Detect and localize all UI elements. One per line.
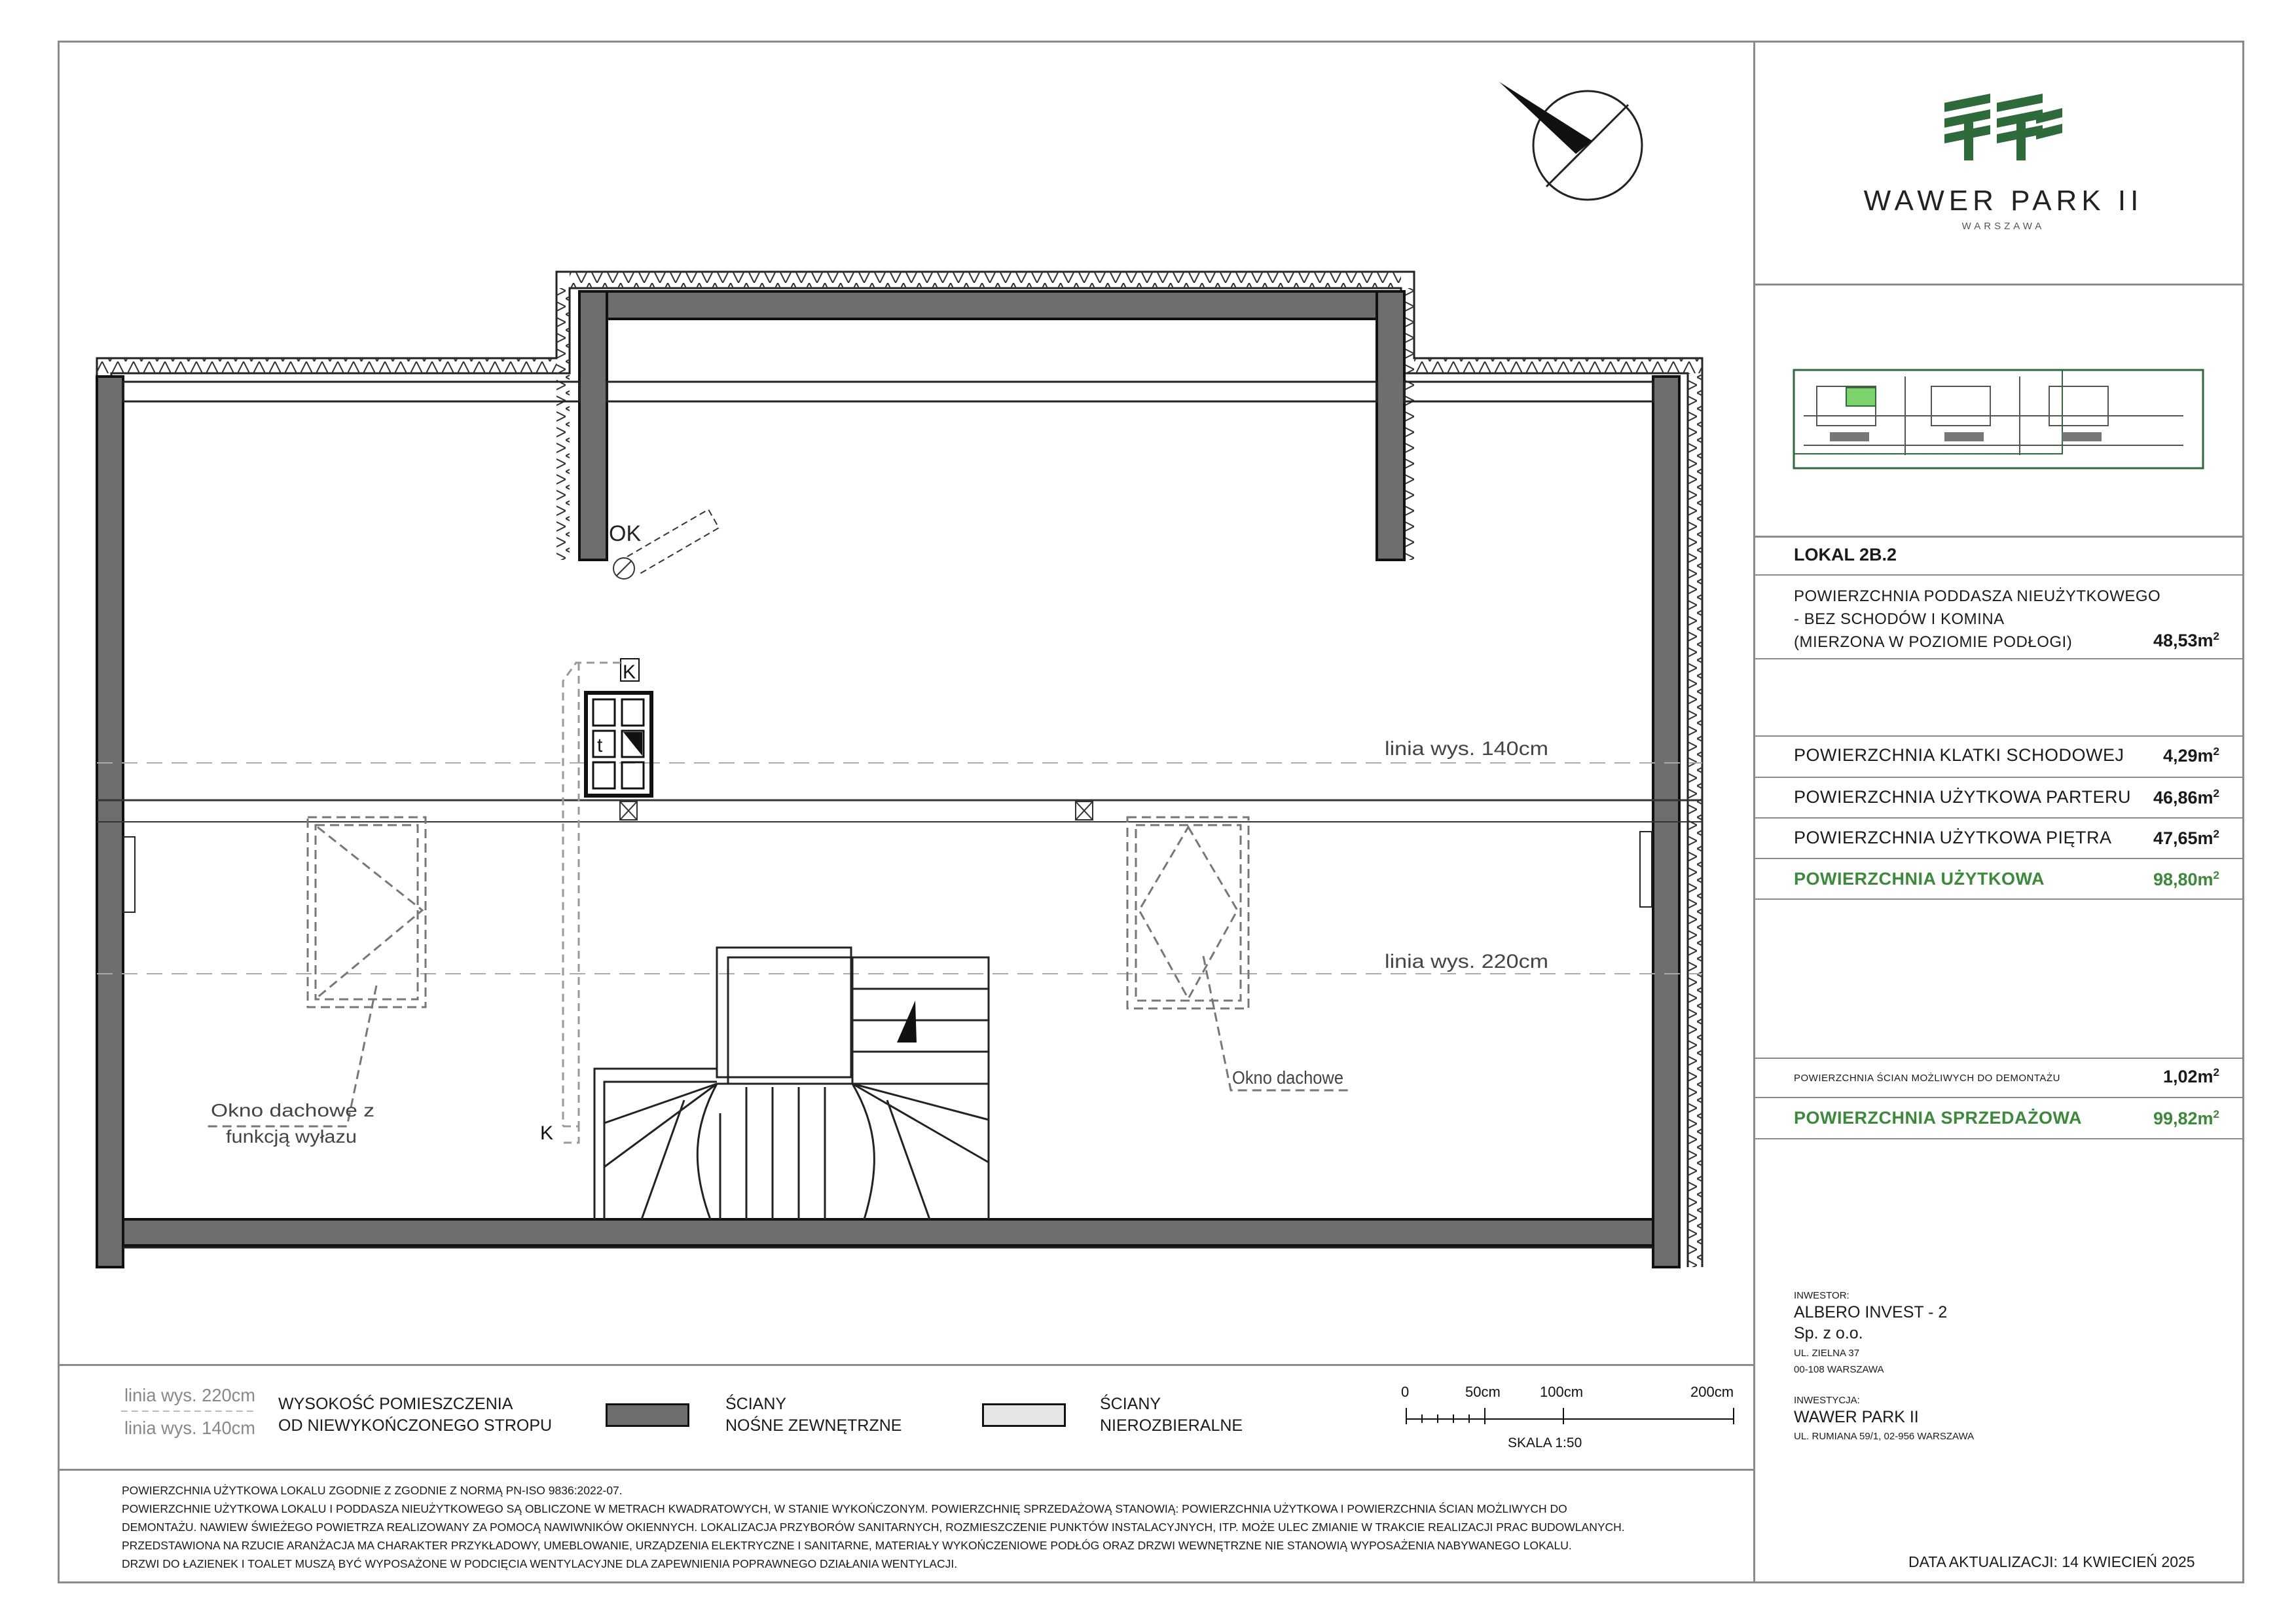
row-floor-value: $47,65m^2$	[2153, 828, 2219, 848]
sale-label: POWIERZCHNIA SPRZEDAŻOWA	[1794, 1108, 2082, 1128]
ridge-markers	[620, 802, 1093, 820]
scale-bar	[1388, 1378, 1755, 1457]
height-label-140: linia wys. 140cm	[1385, 738, 1548, 760]
summary-divider-5	[1753, 817, 2244, 819]
unit-name: LOKAL 2B.2	[1794, 545, 1897, 564]
update-date: DATA AKTUALIZACJI: 14 KWIECIEŃ 2025	[1908, 1553, 2195, 1570]
legend-height-label-2: OD NIEWYKOŃCZONEGO STROPU	[278, 1416, 553, 1435]
summary-divider-8	[1753, 1058, 2244, 1059]
chimney-k-label: K	[623, 661, 636, 683]
legend-nonremovable-swatch	[982, 1403, 1066, 1427]
legend-bearing-swatch	[606, 1403, 689, 1427]
insulation-right	[1688, 373, 1702, 1267]
legend-divider	[58, 1364, 1755, 1366]
scale-tick-200: 200cm	[1690, 1384, 1734, 1400]
row-stairs-label: POWIERZCHNIA KLATKI SCHODOWEJ	[1794, 745, 2124, 765]
summary-divider-3	[1753, 735, 2244, 737]
wall-stub-left	[123, 837, 135, 912]
row-floor-label: POWIERZCHNIA UŻYTKOWA PIĘTRA	[1794, 828, 2112, 847]
investor-address-1: UL. ZIELNA 37	[1794, 1348, 1860, 1359]
investment-heading: INWESTYCJA:	[1794, 1395, 1860, 1406]
attic-value: $48,53m^2$	[2153, 630, 2219, 650]
legend-nonremovable-label-1: ŚCIANY	[1100, 1395, 1161, 1413]
attic-label-3: (MIERZONA W POZIOMIE PODŁOGI)	[1794, 633, 2073, 651]
vent-ok-label: OK	[609, 521, 642, 546]
summary-divider-1	[1753, 574, 2244, 576]
scale-tick-50: 50cm	[1465, 1384, 1501, 1400]
summary-divider-4	[1753, 777, 2244, 778]
title-row-divider-2	[1753, 536, 2244, 538]
row-ground-value: $46,86m^2$	[2153, 787, 2219, 807]
investment-name: WAWER PARK II	[1794, 1408, 1919, 1426]
walls-value: $1,02m^2$	[2162, 1066, 2219, 1086]
legend-height-label-1: WYSOKOŚĆ POMIESZCZENIA	[278, 1395, 513, 1413]
key-plan	[1791, 367, 2210, 471]
chimney	[586, 693, 651, 796]
staircase	[594, 948, 989, 1219]
north-arrow	[1499, 82, 1642, 200]
row-ground-label: POWIERZCHNIA UŻYTKOWA PARTERU	[1794, 787, 2132, 807]
stair-arrow	[897, 1001, 917, 1043]
legend-nonremovable-label-2: NIEROZBIERALNE	[1100, 1416, 1243, 1435]
summary-divider-6	[1753, 858, 2244, 859]
note-3: DEMONTAŻU. NAWIEW ŚWIEŻEGO POWIETRZA REALIZOWANY ZA POMOCĄ NAWIWNIKÓW OKIENNYCH. LOKALIZACJA PRZYBORÓW SANITARNYCH, ROZMIESZCZENIE PUNKTÓW INSTALACYJNYCH, ITP. MOŻE ULEC ZMIANIE W TRAKCIE REALIZACJI PRAC BUDOWLANYCH.	[122, 1521, 1625, 1534]
k-duct	[563, 663, 621, 1143]
legend-bearing-label-1: ŚCIANY	[725, 1395, 787, 1413]
brand-name: WAWER PARK II	[1863, 185, 2143, 217]
insulation-dormer-left	[556, 288, 570, 560]
legend-bearing-label-2: NOŚNE ZEWNĘTRZNE	[725, 1416, 902, 1435]
sale-value: $99,82m^2$	[2153, 1108, 2219, 1128]
summary-divider-7	[1753, 898, 2244, 900]
insulation-top-right	[1414, 358, 1702, 373]
roof-window	[1127, 817, 1349, 1090]
investor-heading: INWESTOR:	[1794, 1290, 1850, 1301]
svg-text:linia wys. 140cm: linia wys. 140cm	[124, 1418, 255, 1438]
roof-window-exit-label-1: Okno dachowe z	[211, 1100, 374, 1120]
investor-name-2: Sp. z o.o.	[1794, 1324, 1863, 1342]
title-row-divider-1	[1753, 284, 2244, 286]
summary-divider-9	[1753, 1097, 2244, 1098]
investment-address: UL. RUMIANA 59/1, 02-956 WARSZAWA	[1794, 1431, 1975, 1442]
attic-label-1: POWIERZCHNIA PODDASZA NIEUŻYTKOWEGO	[1794, 587, 2161, 605]
roof-window-exit-label-2: funkcją wyłazu	[226, 1126, 357, 1147]
roof-window-label: Okno dachowe	[1232, 1067, 1343, 1088]
note-1: POWIERZCHNIA UŻYTKOWA LOKALU ZGODNIE Z ZGODNIE Z NORMĄ PN-ISO 9836:2022-07.	[122, 1484, 623, 1497]
height-label-220: linia wys. 220cm	[1385, 951, 1548, 972]
chimney-t-label: t	[597, 735, 603, 756]
svg-text:linia wys. 220cm: linia wys. 220cm	[124, 1385, 255, 1405]
notes-divider	[58, 1469, 1755, 1471]
roof-window-exit	[203, 817, 426, 1126]
scale-tick-0: 0	[1401, 1384, 1410, 1400]
legend-height-lines	[118, 1382, 268, 1447]
row-usable-label: POWIERZCHNIA UŻYTKOWA	[1794, 869, 2045, 889]
note-5: DRZWI DO ŁAZIENEK I TOALET MUSZĄ BYĆ WYPOSAŻONE W PODCIĘCIA WENTYLACYJNE DLA ZAPEWNIENIA POPRAWNEGO DZIAŁANIA WENTYLACJI.	[122, 1557, 958, 1570]
bearing-walls	[97, 291, 1679, 1267]
investor-name-1: ALBERO INVEST - 2	[1794, 1303, 1948, 1321]
walls-label: POWIERZCHNIA ŚCIAN MOŻLIWYCH DO DEMONTAŻU	[1794, 1073, 2060, 1084]
attic-label-2: - BEZ SCHODÓW I KOMINA	[1794, 610, 2005, 628]
summary-divider-2	[1753, 658, 2244, 659]
scale-label: SKALA 1:50	[1508, 1435, 1582, 1450]
key-plan-highlight	[1846, 388, 1876, 406]
insulation-top-middle	[570, 272, 1401, 288]
note-2: POWIERZCHNIE UŻYTKOWA LOKALU I PODDASZA NIEUŻYTKOWEGO SĄ OBLICZONE W METRACH KWADRATOWYCH, W STANIE WYKOŃCZONYM. POWIERZCHNIĘ SPRZEDAŻOWĄ STANOWIĄ: POWIERZCHNIA UŻYTKOWA I POWIERZCHNIA ŚCIAN MOŻLIWYCH DO	[122, 1502, 1567, 1515]
wall-stub-right	[1640, 832, 1652, 907]
investor-address-2: 00-108 WARSZAWA	[1794, 1364, 1884, 1375]
brand-logo-mark	[1938, 88, 2069, 160]
k-bottom-label: K	[540, 1122, 554, 1144]
insulation-top-left	[97, 358, 556, 373]
row-usable-value: $98,80m^2$	[2153, 869, 2219, 889]
brand-city: WARSZAWA	[1961, 221, 2045, 232]
row-stairs-value: $4,29m^2$	[2162, 745, 2219, 766]
summary-divider-10	[1753, 1138, 2244, 1139]
scale-tick-100: 100cm	[1540, 1384, 1584, 1400]
note-4: PRZEDSTAWIONA NA RZUCIE ARANŻACJA MA CHARAKTER PRZYKŁADOWY, UMEBLOWANIE, URZĄDZENIA ELEKTRYCZNE I SANITARNE, MATERIAŁY WYKOŃCZENIOWE PODŁÓG ORAZ DRZWI WEWNĘTRZNE NIE STANOWIĄ WYPOSAŻENIA NABYWANEGO LOKALU.	[122, 1539, 1572, 1552]
